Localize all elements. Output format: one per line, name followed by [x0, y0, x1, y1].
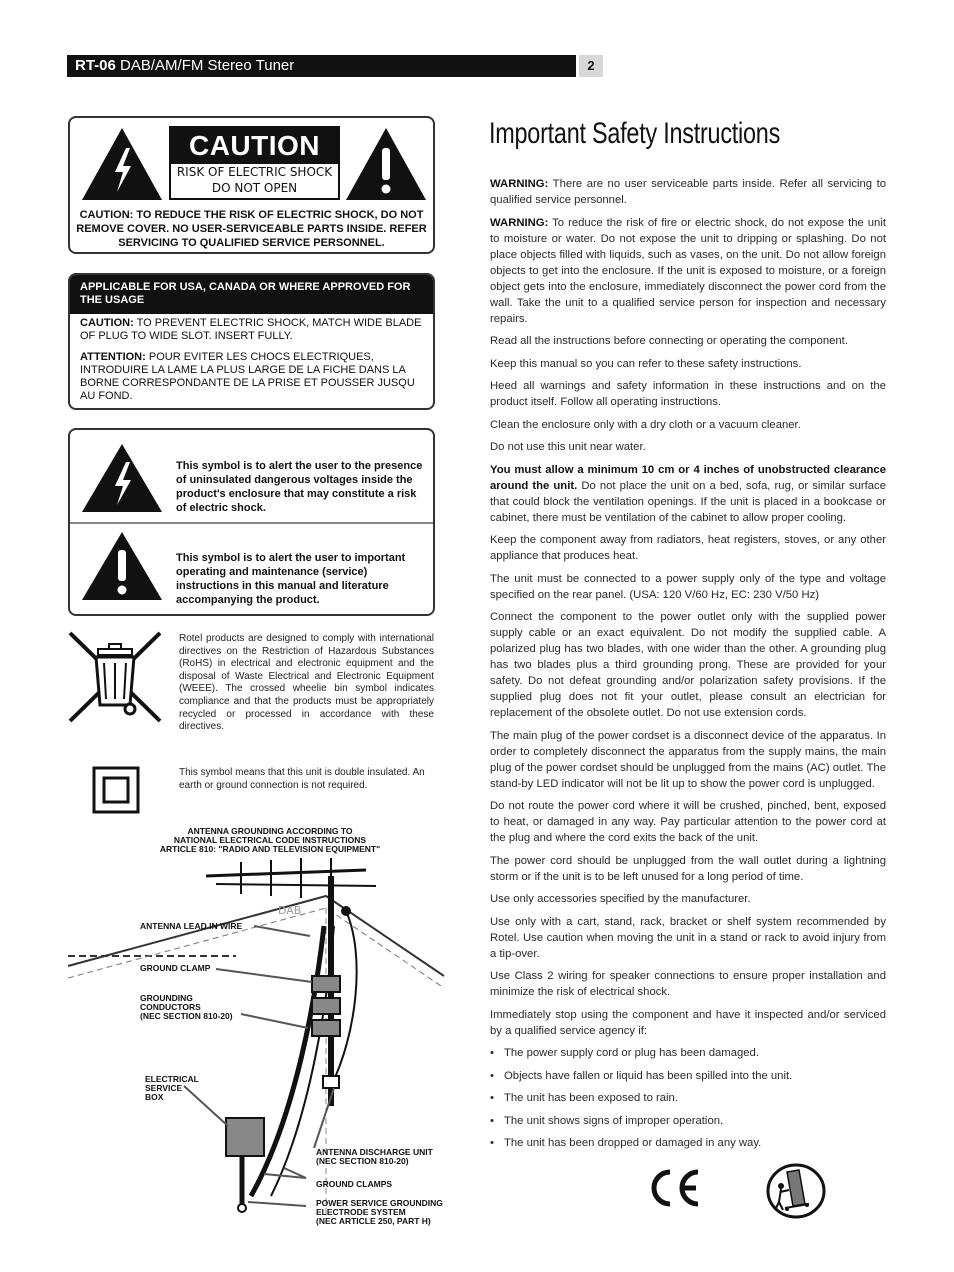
label-ground-clamp: GROUND CLAMP: [140, 963, 211, 973]
damage-list: [490, 1045, 886, 1151]
cart-paragraph: Use only with a cart, stand, rack, bracket or shelf system recommended by Rotel. Use caution when moving the unit in a stand or rack to avoid injury from a tip-over.: [490, 915, 886, 960]
caution-box-text: CAUTION: TO REDUCE THE RISK OF ELECTRIC SHOCK, DO NOT REMOVE COVER. NO USER-SERVICEABLE PARTS INSIDE. REFER SERVICING TO QUALIFIED SERVICE PERSONNEL.: [76, 209, 427, 249]
page-title: Important Safety Instructions: [489, 117, 781, 150]
accessories-paragraph: Use only accessories specified by the manufacturer.: [490, 893, 751, 905]
caution-plug-lead: CAUTION:: [80, 317, 134, 329]
list-item-text: The unit has been exposed to rain.: [504, 1092, 678, 1104]
label-power-service: POWER SERVICE GROUNDING ELECTRODE SYSTEM (NEC ARTICLE 250, PART H): [316, 1198, 443, 1226]
warning-lead-2: WARNING:: [490, 216, 549, 229]
product-name: DAB/AM/FM Stereo Tuner: [120, 57, 295, 74]
safety-instructions: [490, 176, 886, 1158]
attention-plug-text: [80, 351, 423, 403]
warning-text-1: There are no user serviceable parts inside. Refer all servicing to qualified service personnel.: [490, 178, 886, 206]
list-item: [490, 1090, 886, 1106]
caution-plug-text: [80, 317, 423, 343]
class2-paragraph: Use Class 2 wiring for speaker connections to ensure proper installation and minimize the risk of electrical shock.: [490, 970, 886, 998]
header-title: [75, 56, 294, 76]
antenna-dab-text: DAB: [278, 904, 302, 917]
crossed-bin-icon: [68, 631, 162, 723]
mains-paragraph: The main plug of the power cordset is a disconnect device of the apparatus. In order to completely disconnect the apparatus from the supply mains, the main plug of the power cordset should be unplugged from the mains (AC) outlet. The stand-by LED indicator will not be lit up to show the power cord is unplugged.: [490, 729, 886, 790]
antenna-diagram-title: ANTENNA GROUNDING ACCORDING TO NATIONAL ELECTRICAL CODE INSTRUCTIONS ARTICLE 810: "RADIO AND TELEVISION EQUIPMENT": [159, 826, 381, 854]
lightning-symbol-text: This symbol is to alert the user to the presence of uninsulated dangerous voltages inside the product's enclosure that may constitute a risk of electric shock.: [176, 460, 423, 514]
caution-sub-line-1: RISK OF ELECTRIC SHOCK: [176, 165, 333, 179]
label-electrical-service-box: ELECTRICAL SERVICE BOX: [145, 1074, 199, 1102]
list-item-text: The unit shows signs of improper operation.: [504, 1114, 724, 1127]
caution-label: [169, 126, 340, 200]
exclamation-symbol-text: This symbol is to alert the user to important operating and maintenance (service) instructions in this manual and literature accompanying the product.: [176, 552, 406, 606]
bullet: •: [490, 1137, 494, 1149]
caution-warning-box: [68, 116, 435, 254]
page-number: 2: [579, 55, 603, 77]
ce-mark-icon: [646, 1166, 702, 1210]
applicable-box: [68, 273, 435, 410]
warning-paragraph-2: [490, 215, 886, 327]
list-item: [490, 1113, 886, 1129]
list-item: [490, 1068, 886, 1084]
read-paragraph: Read all the instructions before connecting or operating the component.: [490, 335, 848, 347]
clean-paragraph: Clean the enclosure only with a dry cloth or a vacuum cleaner.: [490, 418, 801, 431]
caution-sub-line-2: DO NOT OPEN: [211, 181, 298, 195]
warning-paragraph-1: [490, 176, 886, 208]
power-supply-paragraph: The unit must be connected to a power supply only of the type and voltage specified on the rear panel. (USA: 120 V/60 Hz, EC: 230 V/50 Hz): [490, 572, 886, 601]
label-grounding-conductors: GROUNDING CONDUCTORS (NEC SECTION 810-20): [140, 993, 233, 1021]
list-item: [490, 1135, 886, 1151]
stop-paragraph: Immediately stop using the component and have it inspected and/or serviced by a qualified service agency if:: [490, 1008, 886, 1037]
weee-text: Rotel products are designed to comply with international directives on the Restriction of Hazardous Substances (RoHS) in electrical and electronic equipment and the disposal of Waste Electrical and Electronic Equipment (WEEE). The crossed wheelie bin symbol indicates compliance and that the products must be appropriately recycled or processed in accordance with these directives.: [179, 633, 434, 733]
label-lead-in-wire: ANTENNA LEAD IN WIRE: [140, 921, 243, 931]
attention-plug-body: POUR EVITER LES CHOCS ELECTRIQUES, INTRODUIRE LA LAME LA PLUS LARGE DE LA FICHE DANS LA BORNE CORRESPONDANTE DE LA PRISE ET POUSSER JUSQU AU FOND.: [80, 351, 415, 402]
bullet: •: [490, 1069, 494, 1082]
heat-paragraph: Keep the component away from radiators, heat registers, stoves, or any other appliance that produces heat.: [490, 534, 886, 562]
lightning-warning-icon: [80, 126, 164, 202]
symbol-divider: [70, 522, 433, 524]
lightning-paragraph: The power cord should be unplugged from the wall outlet during a lightning storm or if the unit is to be left unused for a long period of time.: [490, 854, 886, 883]
symbol-explanation-box: [68, 428, 435, 616]
double-insulated-text: This symbol means that this unit is double insulated. An earth or ground connection is not required.: [179, 767, 425, 791]
attention-plug-lead: ATTENTION:: [80, 351, 146, 363]
list-item-text: The power supply cord or plug has been damaged.: [504, 1047, 759, 1059]
list-item: [490, 1045, 886, 1061]
heed-paragraph: Heed all warnings and safety information in these instructions and on the product itself. Follow all operating instructions.: [490, 380, 886, 408]
bullet: •: [490, 1114, 494, 1127]
connect-paragraph: Connect the component to the power outlet only with the supplied power supply cable or an exact equivalent. Do not modify the supplied cable. A polarized plug has two blades, with one wider than the other. A grounding plug has two blades plus a third grounding prong. These are provided for your safety. Do not defeat grounding and/or polarization safety provisions. If the supplied plug does not fit your outlet, please consult an electrician for replacement of the obsolete outlet. Do not use extension cords.: [490, 611, 886, 719]
bullet: •: [490, 1092, 494, 1104]
double-insulation-icon: [92, 766, 140, 814]
caution-label-heading: CAUTION: [171, 128, 338, 164]
model-name: RT-06: [75, 57, 116, 74]
ventilation-text: Do not place the unit on a bed, sofa, rug, or similar surface that could block the ventilation openings. If the unit is placed in a bookcase or cabinet, there must be ventilation of the cabinet to allow proper cooling.: [490, 479, 886, 524]
ventilation-paragraph: [490, 462, 886, 526]
ventilation-lead: You must allow a minimum 10 cm or 4 inches of unobstructed clearance around the unit.: [490, 463, 886, 492]
keep-paragraph: Keep this manual so you can refer to these safety instructions.: [490, 357, 802, 370]
lightning-warning-icon: [80, 442, 164, 514]
label-ground-clamps: GROUND CLAMPS: [316, 1179, 393, 1189]
route-paragraph: Do not route the power cord where it will be crushed, pinched, bent, exposed to heat, or damaged in any way. Pay particular attention to the power cord at the plug and where the cord exits the back of the unit.: [490, 800, 886, 844]
exclamation-warning-icon: [344, 126, 428, 202]
caution-plug-body: TO PREVENT ELECTRIC SHOCK, MATCH WIDE BLADE OF PLUG TO WIDE SLOT. INSERT FULLY.: [80, 317, 422, 342]
label-discharge-unit: ANTENNA DISCHARGE UNIT (NEC SECTION 810-20): [316, 1147, 433, 1166]
warning-lead-1: WARNING:: [490, 178, 549, 190]
bullet: •: [490, 1047, 494, 1059]
cart-tipover-icon: [765, 1162, 827, 1220]
list-item-text: Objects have fallen or liquid has been spilled into the unit.: [504, 1069, 793, 1082]
warning-text-2: To reduce the risk of fire or electric shock, do not expose the unit to moisture or water. Do not expose the unit to dripping or splashing. Do not place objects filled with liquids, such as vases, on the unit. Do not allow foreign objects to get into the enclosure. If the unit is exposed to moisture, or a foreign object gets into the enclosure, immediately disconnect the power cord from the wall. Take the unit to a qualified service person for inspection and necessary repairs.: [490, 216, 886, 325]
list-item-text: The unit has been dropped or damaged in any way.: [504, 1137, 762, 1149]
applicable-header: APPLICABLE FOR USA, CANADA OR WHERE APPROVED FOR THE USAGE: [70, 275, 433, 314]
exclamation-warning-icon: [80, 530, 164, 602]
caution-label-subtitle: [171, 164, 338, 196]
water-paragraph: Do not use this unit near water.: [490, 441, 646, 453]
